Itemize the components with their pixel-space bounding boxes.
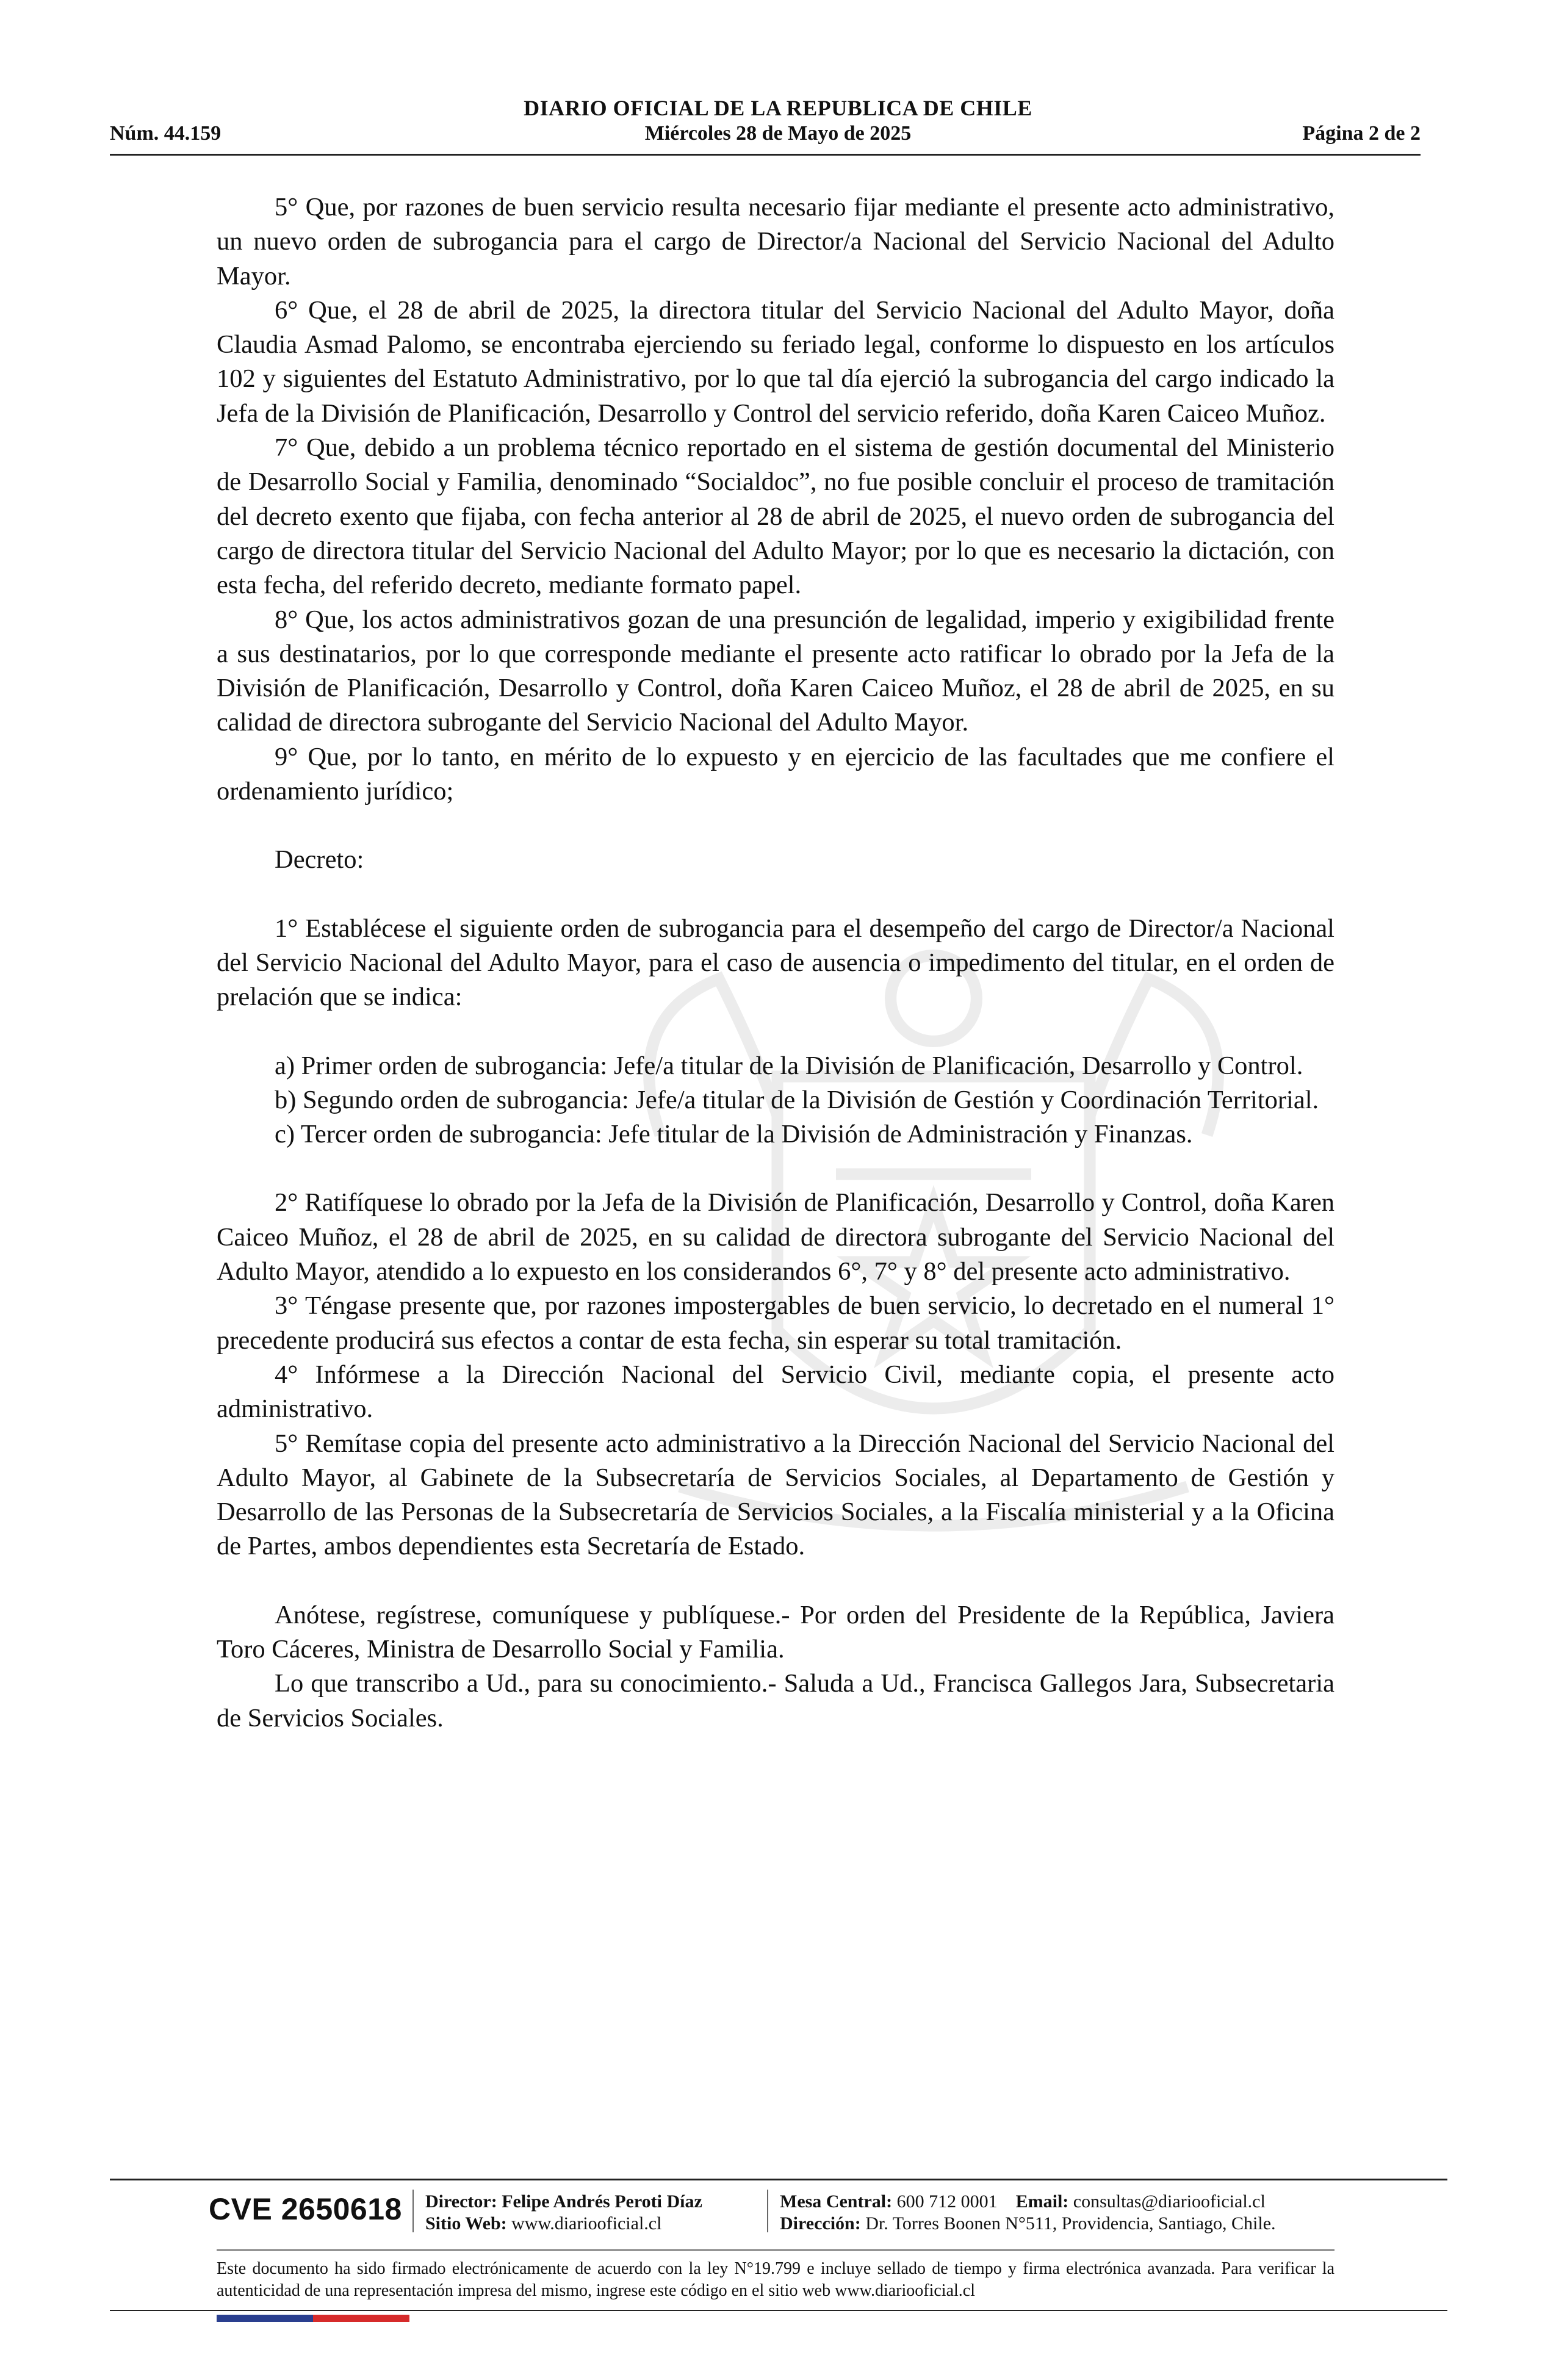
paragraph: 9° Que, por lo tanto, en mérito de lo expuesto y en ejercicio de las facultades que me confiere el ordenamiento jurídico; <box>217 742 1334 806</box>
newspaper-title: DIARIO OFICIAL DE LA REPUBLICA DE CHILE <box>524 96 1032 120</box>
footer-divider <box>110 2179 1447 2180</box>
paragraph: 4° Infórmese a la Dirección Nacional del Servicio Civil, mediante copia, el presente acto administrativo. <box>217 1360 1334 1424</box>
address-value: Dr. Torres Boonen N°511, Providencia, Santiago, Chile. <box>865 2213 1276 2234</box>
phone-number: 600 712 0001 <box>896 2191 998 2212</box>
page-indicator: Página 2 de 2 <box>1302 122 1421 145</box>
paragraph: 3° Téngase presente que, por razones impostergables de buen servicio, lo decretado en el numeral 1° precedente producirá sus efectos a contar de esta fecha, sin esperar su total tramitación. <box>217 1291 1334 1355</box>
list-item: c) Tercer orden de subrogancia: Jefe titular de la División de Administración y Finanzas. <box>275 1120 1193 1149</box>
paragraph: 8° Que, los actos administrativos gozan de una presunción de legalidad, imperio y exigibilidad frente a sus destinatarios, por lo que corresponde mediante el presente acto ratificar lo obrado por la Jefa de la División de Planificación, Desarrollo y Control, doña Karen Caiceo Muñoz, el 28 de abril de 2025, en su calidad de directora subrogante del Servicio Nacional del Adulto Mayor. <box>217 605 1334 737</box>
website-link[interactable]: www.diariooficial.cl <box>511 2213 662 2234</box>
issue-number: Núm. 44.159 <box>110 122 222 145</box>
director-name: Felipe Andrés Peroti Díaz <box>502 2191 702 2212</box>
paragraph: Anótese, regístrese, comuníquese y publíquese.- Por orden del Presidente de la República, Javiera Toro Cáceres, Ministra de Desarrollo Social y Familia. <box>217 1600 1334 1664</box>
list-item: a) Primer orden de subrogancia: Jefe/a titular de la División de Planificación, Desarrollo y Control. <box>275 1051 1303 1080</box>
phone-label: Mesa Central: <box>780 2191 893 2212</box>
footer-divider <box>110 2310 1447 2311</box>
web-label: Sitio Web: <box>425 2213 507 2234</box>
paragraph: 1° Establécese el siguiente orden de subrogancia para el desempeño del cargo de Director/a Nacional del Servicio Nacional del Adulto Mayor, para el caso de ausencia o impedimento del titular, en el orden de prelación que se indica: <box>217 914 1334 1012</box>
footer-contact-block <box>780 2191 1276 2235</box>
cve-code: CVE 2650618 <box>209 2192 402 2226</box>
signature-notice: Este documento ha sido firmado electrónicamente de acuerdo con la ley N°19.799 e incluye sellado de tiempo y firma electrónica avanzada. Para verificar la autenticidad de una representación impresa del mismo, ingrese este código en el sitio web www.diariooficial.cl <box>217 2259 1334 2300</box>
paragraph: Lo que transcribo a Ud., para su conocimiento.- Saluda a Ud., Francisca Gallegos Jara, Subsecretaria de Servicios Sociales. <box>217 1669 1334 1733</box>
issue-date: Miércoles 28 de Mayo de 2025 <box>644 122 912 145</box>
footer-divider <box>217 2249 1334 2251</box>
flag-stripe-blue <box>217 2315 313 2322</box>
paragraph: 5° Remítase copia del presente acto administrativo a la Dirección Nacional del Servicio Nacional del Adulto Mayor, al Gabinete de la Subsecretaría de Servicios Sociales, al Departamento de Gestión y Desarrollo de las Personas de la Subsecretaría de Servicios Sociales, a la Fiscalía ministerial y a la Oficina de Partes, ambos dependientes esta Secretaría de Estado. <box>217 1429 1334 1561</box>
header-divider <box>110 154 1421 156</box>
paragraph: 7° Que, debido a un problema técnico reportado en el sistema de gestión documental del Ministerio de Desarrollo Social y Familia, denominado “Socialdoc”, no fue posible concluir el proceso de tramitación del decreto exento que fijaba, con fecha anterior al 28 de abril de 2025, el nuevo orden de subrogancia del cargo de directora titular del Servicio Nacional del Adulto Mayor; por lo que es necesario la dictación, con esta fecha, del referido decreto, mediante formato papel. <box>217 433 1334 600</box>
document-body <box>217 190 1334 1736</box>
paragraph: 2° Ratifíquese lo obrado por la Jefa de la División de Planificación, Desarrollo y Control, doña Karen Caiceo Muñoz, el 28 de abril de 2025, en su calidad de directora subrogante del Servicio Nacional del Adulto Mayor, atendido a lo expuesto en los considerandos 6°, 7° y 8° del presente acto administrativo. <box>217 1188 1334 1286</box>
decree-heading: Decreto: <box>275 845 364 874</box>
paragraph: 5° Que, por razones de buen servicio resulta necesario fijar mediante el presente acto administrativo, un nuevo orden de subrogancia para el cargo de Director/a Nacional del Servicio Nacional del Adulto Mayor. <box>217 193 1334 290</box>
footer-separator <box>412 2190 414 2232</box>
paragraph: 6° Que, el 28 de abril de 2025, la directora titular del Servicio Nacional del Adulto Mayor, doña Claudia Asmad Palomo, se encontraba ejerciendo su feriado legal, conforme lo dispuesto en los artículos 102 y siguientes del Estatuto Administrativo, por lo que tal día ejerció la subrogancia del cargo indicado la Jefa de la División de Planificación, Desarrollo y Control del servicio referido, doña Karen Caiceo Muñoz. <box>217 295 1334 428</box>
footer-separator <box>767 2190 768 2232</box>
footer-director-block <box>425 2191 702 2235</box>
email-label: Email: <box>1015 2191 1069 2212</box>
address-label: Dirección: <box>780 2213 861 2234</box>
flag-stripe-red <box>313 2315 409 2322</box>
list-item: b) Segundo orden de subrogancia: Jefe/a titular de la División de Gestión y Coordinación Territorial. <box>275 1085 1319 1114</box>
director-label: Director: <box>425 2191 497 2212</box>
email-link[interactable]: consultas@diariooficial.cl <box>1073 2191 1266 2212</box>
